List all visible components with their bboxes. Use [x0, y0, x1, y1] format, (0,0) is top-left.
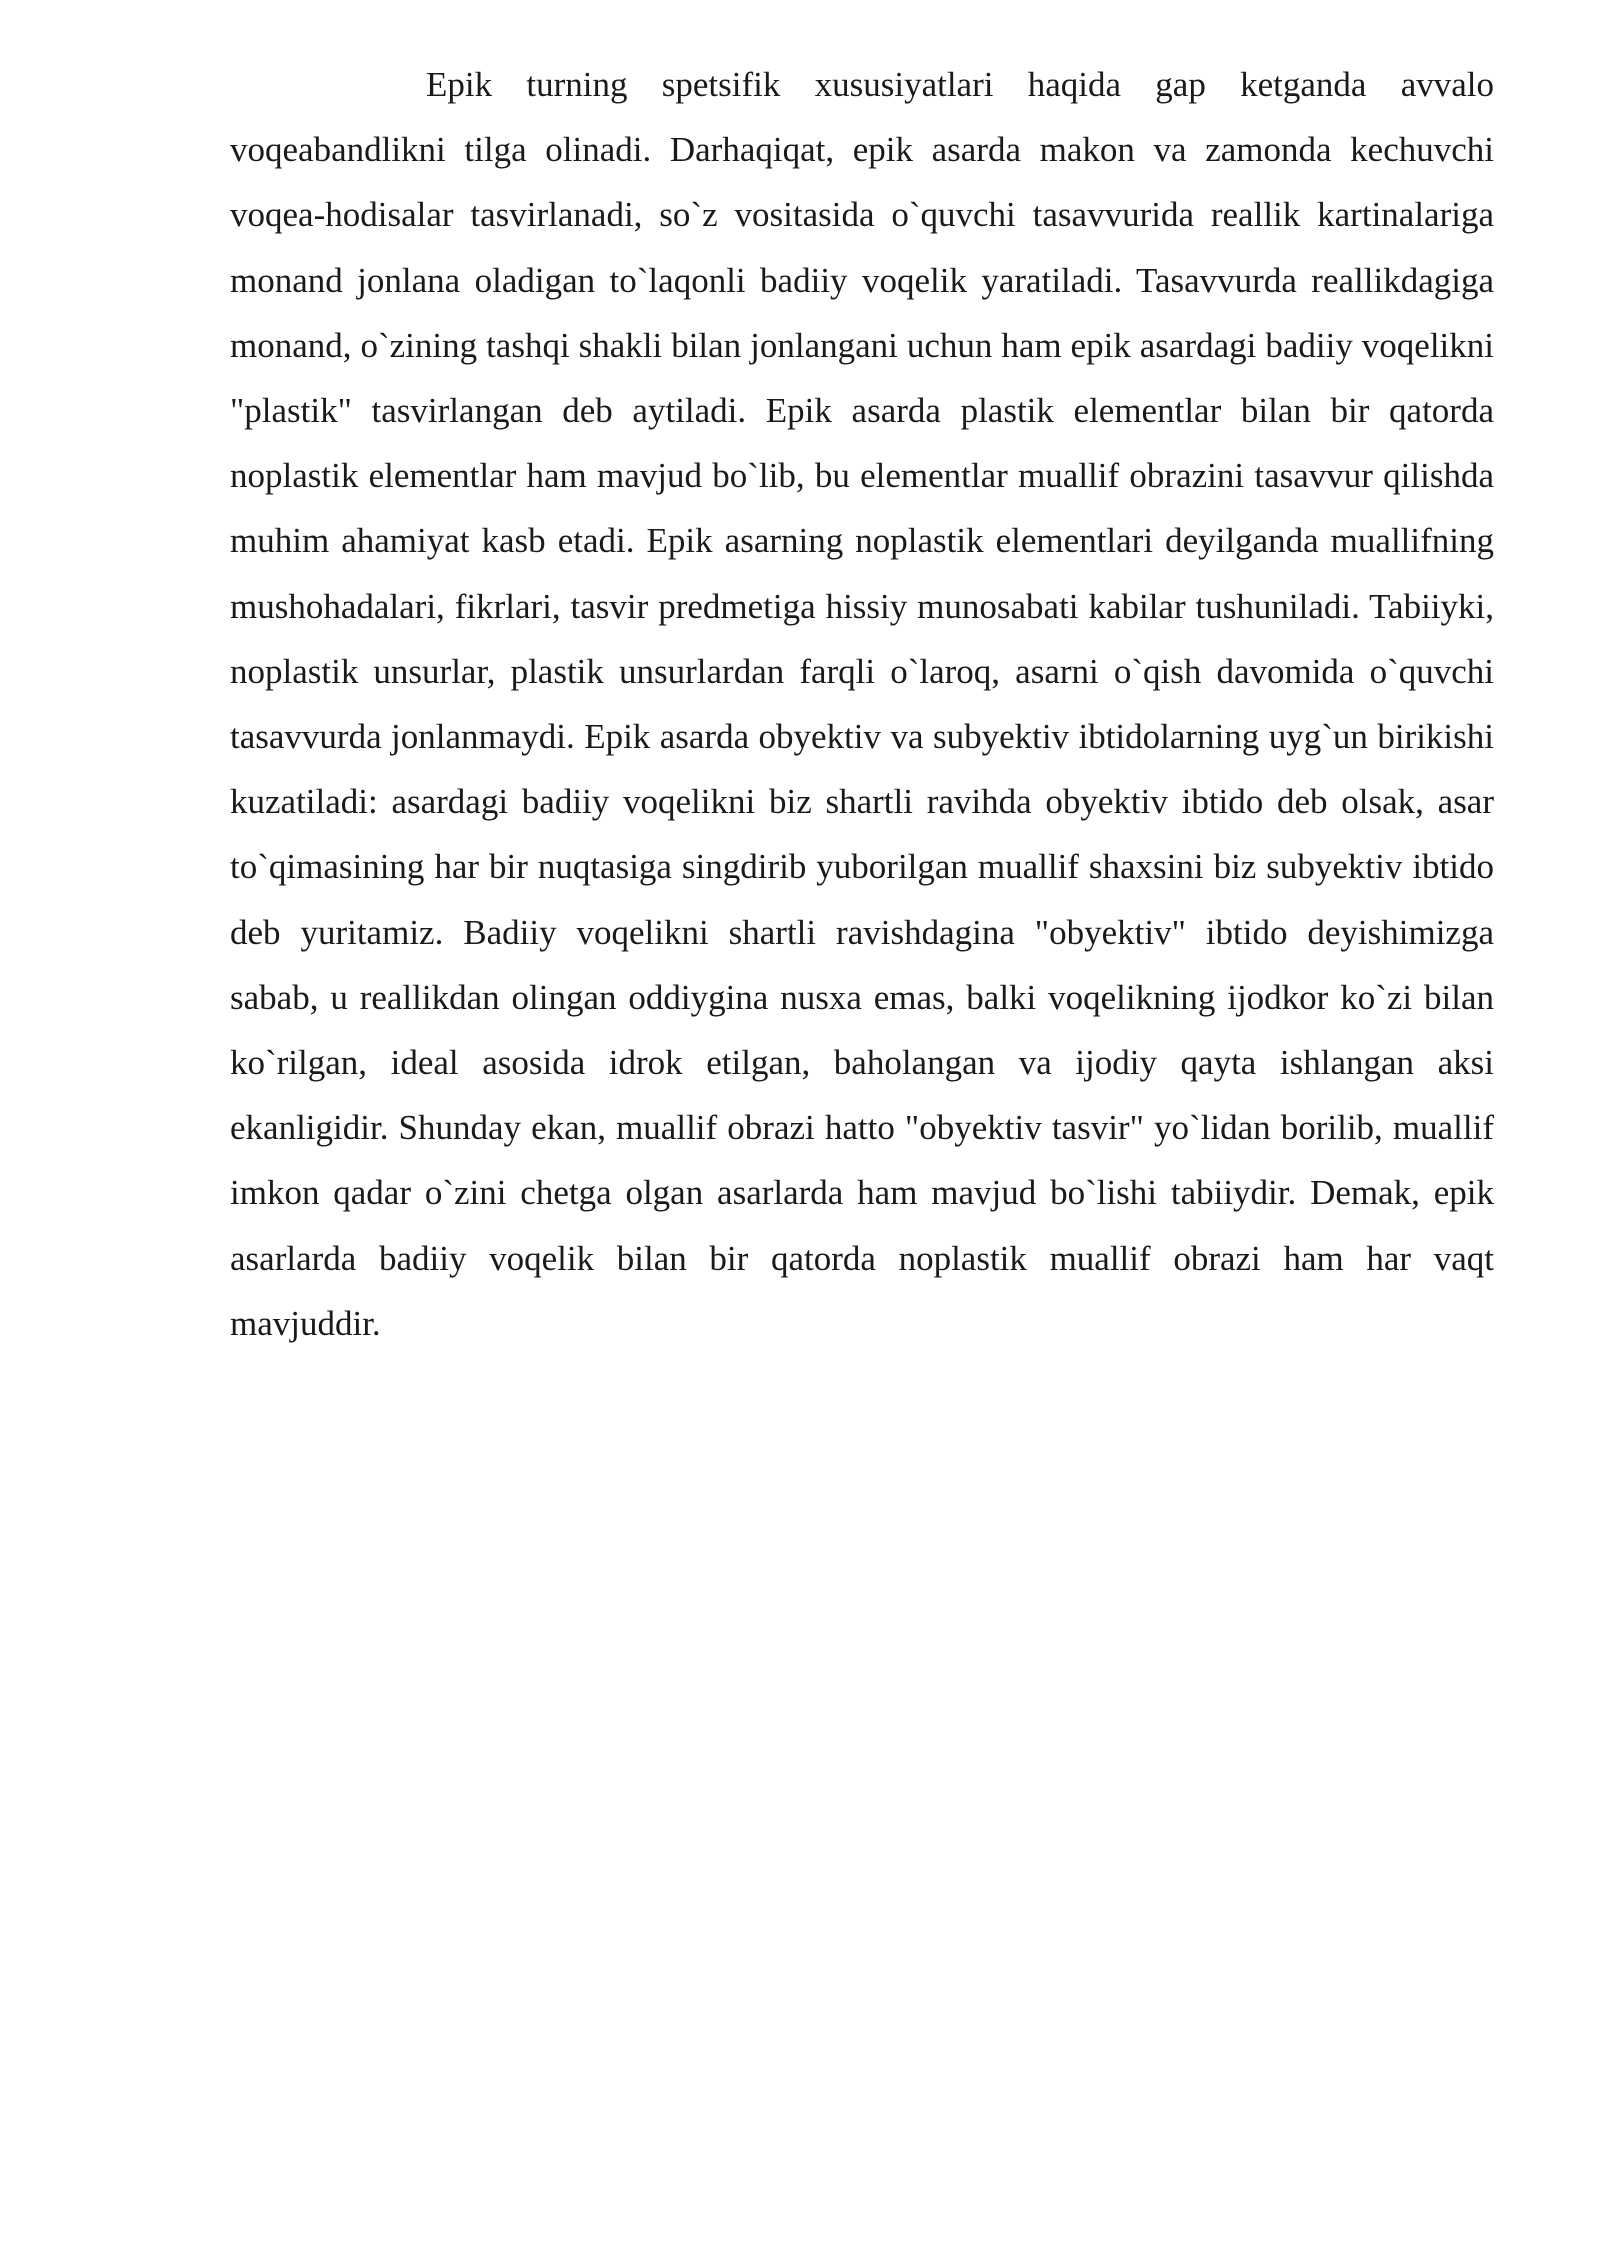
- body-text: [230, 52, 1494, 1356]
- paragraph: Epik turning spetsifik xususiyatlari haqida gap ketganda avvalo voqeabandlikni tilga olinadi. Darhaqiqat, epik asarda makon va zamonda kechuvchi voqea-hodisalar tasvirlanadi, so`z vositasida o`quvchi tasavvurida reallik kartinalariga monand jonlana oladigan to`laqonli badiiy voqelik yaratiladi. Tasavvurda reallikdagiga monand, o`zining tashqi shakli bilan jonlangani uchun ham epik asardagi badiiy voqelikni "plastik" tasvirlangan deb aytiladi. Epik asarda plastik elementlar bilan bir qatorda noplastik elementlar ham mavjud bo`lib, bu elementlar muallif obrazini tasavvur qilishda muhim ahamiyat kasb etadi. Epik asarning noplastik elementlari deyilganda muallifning mushohadalari, fikrlari, tasvir predmetiga hissiy munosabati kabilar tushuniladi. Tabiiyki, noplastik unsurlar, plastik unsurlardan farqli o`laroq, asarni o`qish davomida o`quvchi tasavvurda jonlanmaydi. Epik asarda obyektiv va subyektiv ibtidolarning uyg`un birikishi kuzatiladi: asardagi badiiy voqelikni biz shartli ravihda obyektiv ibtido deb olsak, asar to`qimasining har bir nuqtasiga singdirib yuborilgan muallif shaxsini biz subyektiv ibtido deb yuritamiz. Badiiy voqelikni shartli ravishdagina "obyektiv" ibtido deyishimizga sabab, u reallikdan olingan oddiygina nusxa emas, balki voqelikning ijodkor ko`zi bilan ko`rilgan, ideal asosida idrok etilgan, baholangan va ijodiy qayta ishlangan aksi ekanligidir. Shunday ekan, muallif obrazi hatto "obyektiv tasvir" yo`lidan borilib, muallif imkon qadar o`zini chetga olgan asarlarda ham mavjud bo`lishi tabiiydir. Demak, epik asarlarda badiiy voqelik bilan bir qatorda noplastik muallif obrazi ham har vaqt mavjuddir.: [230, 65, 1494, 1343]
